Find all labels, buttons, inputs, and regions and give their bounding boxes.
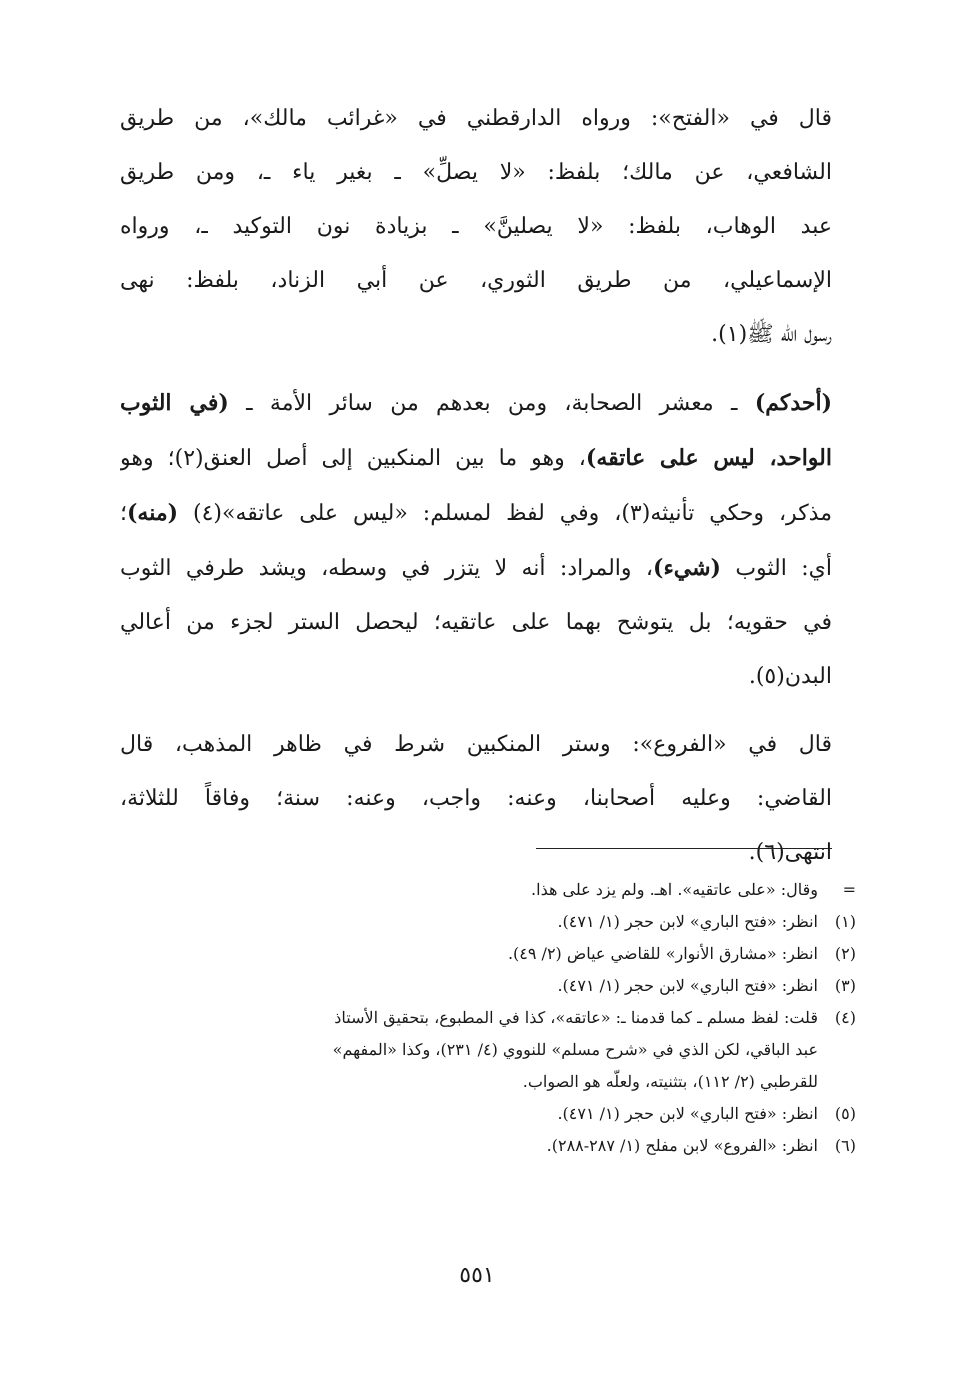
bold-term: (في الثوب <box>120 390 229 416</box>
footnote-text <box>119 938 818 970</box>
text-line: انتهى(٦). <box>748 840 832 865</box>
text-line: الإسماعيلي، من طريق الثوري، عن أبي الزناد، بلفظ: نهى <box>120 268 832 293</box>
text-line: القاضي: وعليه أصحابنا، وعنه: واجب، وعنه: سنة؛ وفاقاً للثلاثة، <box>120 786 832 811</box>
footnote-line: للقرطبي (٢/ ١١٢)، بتثنيته، ولعلّه هو الصواب. <box>522 1072 818 1091</box>
bold-term: الواحد، ليس على عاتقه) <box>585 445 832 471</box>
footnote-text <box>119 1098 818 1130</box>
footnote-line: قلت: لفظ مسلم ـ كما قدمنا ـ: «عاتقه»، كذا في المطبوع، بتحقيق الأستاذ <box>334 1008 818 1027</box>
footnote <box>119 1002 856 1098</box>
footnote <box>119 874 856 906</box>
footnote-line: عبد الباقي، لكن الذي في «شرح مسلم» للنووي (٤/ ٢٣١)، وكذا «المفهم» <box>332 1040 818 1059</box>
page-number: ٥٥١ <box>459 1263 495 1288</box>
text-segment: مذكر، وحكي تأنيثه(٣)، وفي لفظ لمسلم: «ليس على عاتقه»(٤) <box>178 501 832 526</box>
text-segment: ـ معشر الصحابة، ومن بعدهم من سائر الأمة ـ <box>228 391 755 416</box>
bold-term: (شيء) <box>653 555 721 581</box>
footnote-text <box>119 906 818 938</box>
footnote-number: (٣) <box>834 976 856 995</box>
text-segment: ؛ <box>120 501 127 526</box>
paragraph-1 <box>120 92 832 362</box>
text-line: البدن(٥). <box>748 664 832 689</box>
footnote-number: (٢) <box>834 944 856 963</box>
text-line <box>120 376 832 431</box>
text-line: الشافعي، عن مالك؛ بلفظ: «لا يصلِّ» ـ بغير ياء ـ، ومن طريق <box>120 160 832 185</box>
footnote-number: (١) <box>834 912 856 931</box>
footnote <box>119 1098 856 1130</box>
footnote-line: انظر: «الفروع» لابن مفلح (١/ ٢٨٧-٢٨٨). <box>546 1136 818 1155</box>
footnote <box>119 906 856 938</box>
footnote-line: وقال: «على عاتقيه». اهـ. ولم يزد على هذا. <box>531 880 818 899</box>
text-line: قال في «الفتح»: ورواه الدارقطني في «غرائب مالك»، من طريق <box>120 106 832 131</box>
footnote-text <box>119 970 818 1002</box>
footnotes <box>119 874 856 1162</box>
footnote-number: = <box>842 880 856 899</box>
footnote-separator <box>536 848 832 849</box>
footnote <box>119 1130 856 1162</box>
text-line <box>120 541 832 596</box>
footnote-line: انظر: «فتح الباري» لابن حجر (١/ ٤٧١). <box>557 1104 818 1123</box>
footnote-line: انظر: «فتح الباري» لابن حجر (١/ ٤٧١). <box>557 912 818 931</box>
footnote-number: (٤) <box>834 1008 856 1027</box>
text-segment: ، وهو ما بين المنكبين إلى أصل العنق(٢)؛ وهو <box>120 446 586 471</box>
text-line <box>120 486 832 541</box>
text-segment: أي: الثوب <box>720 556 832 581</box>
footnote-line: انظر: «فتح الباري» لابن حجر (١/ ٤٧١). <box>557 976 818 995</box>
bold-term: (منه) <box>127 500 179 526</box>
footnote-line: انظر: «مشارق الأنوار» للقاضي عياض (٢/ ٤٩). <box>507 944 818 963</box>
text-line: في حقويه؛ بل يتوشح بهما على عاتقيه؛ ليحصل الستر لجزء من أعالي <box>120 610 832 635</box>
text-line: قال في «الفروع»: وستر المنكبين شرط في ظاهر المذهب، قال <box>120 732 832 757</box>
main-text <box>120 92 832 894</box>
footnote-number: (٥) <box>834 1104 856 1123</box>
bold-term: (أحدكم) <box>754 390 832 416</box>
paragraph-3 <box>120 718 832 880</box>
footnote <box>119 938 856 970</box>
paragraph-2 <box>120 376 832 704</box>
footnote-text <box>119 874 818 906</box>
text-segment: ، والمراد: أنه لا يتزر في وسطه، ويشد طرفي الثوب <box>120 556 654 581</box>
footnote-text <box>119 1002 818 1098</box>
footnote-number: (٦) <box>834 1136 856 1155</box>
text-line: عبد الوهاب، بلفظ: «لا يصلينَّ» ـ بزيادة نون التوكيد ـ، ورواه <box>120 214 832 239</box>
footnote <box>119 970 856 1002</box>
footnote-text <box>119 1130 818 1162</box>
text-line <box>120 431 832 486</box>
text-line: رسول الله ﷺ(١). <box>711 322 832 347</box>
